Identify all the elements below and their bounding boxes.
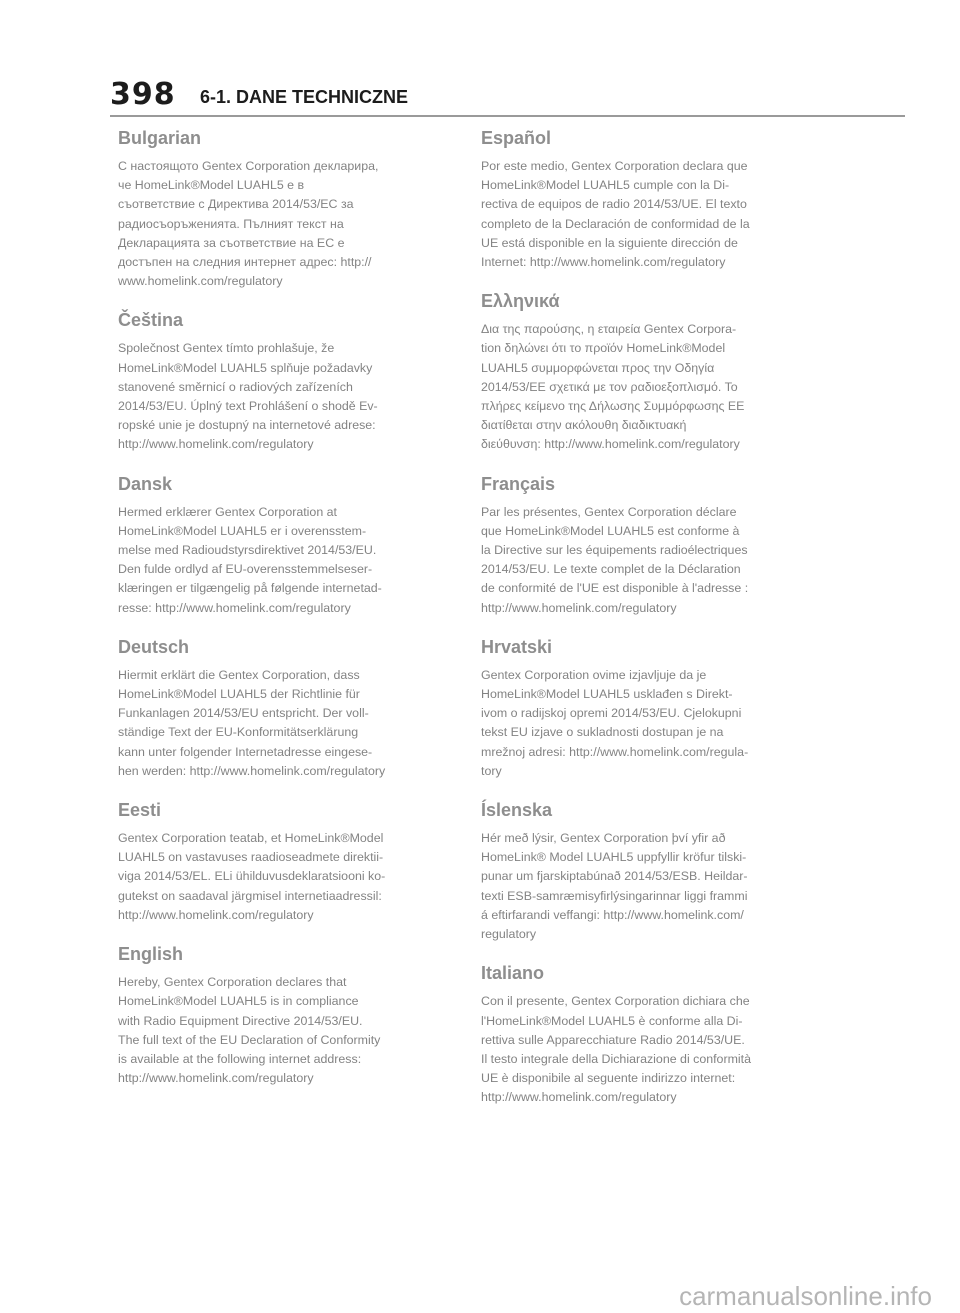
language-section [481,799,801,944]
body-line: πλήρες κείμενο της Δήλωσης Συμμόρφωσης ΕΕ [481,399,745,414]
body-line: HomeLink®Model LUAHL5 is in compliance [118,994,359,1009]
section-body [118,339,438,454]
body-line: UE está disponible en la siguiente dirección de [481,235,738,250]
body-line: punar um fjarskiptabúnað 2014/53/ESB. Heildar- [481,869,748,884]
section-title: Dansk [118,473,173,494]
body-line: resse: http://www.homelink.com/regulatory [118,600,351,615]
body-line: hen werden: http://www.homelink.com/regulatory [118,763,386,778]
right-column [481,127,801,1126]
body-line: ropské unie je dostupný na internetové adrese: [118,418,376,433]
language-section [481,962,801,1107]
body-line: regulatory [481,927,537,942]
section-title: Italiano [481,963,545,984]
body-line: ständige Text der EU-Konformitätserklärung [118,725,359,740]
section-title: Ελληνικά [481,291,560,312]
body-line: Il testo integrale della Dichiarazione di conformità [481,1051,751,1066]
language-section [118,473,438,618]
section-title: Hrvatski [481,636,553,657]
body-line: rectiva de equipos de radio 2014/53/UE. El texto [481,197,747,212]
body-line: че HomeLink®Model LUAHL5 е в [118,178,305,193]
section-title: Español [481,128,552,148]
body-line: HomeLink®Model LUAHL5 usklađen s Direkt- [481,687,733,702]
page-number: 398 [110,77,176,112]
body-line: klæringen er tilgængelig på følgende internetad- [118,581,382,596]
body-line: διεύθυνση: http://www.homelink.com/regulatory [481,437,740,452]
body-line: Funkanlagen 2014/53/EU entspricht. Der voll- [118,706,369,721]
body-line: достъпен на следния интернет адрес: http:// [118,255,372,270]
body-line: радиосъоръженията. Пълният текст на [118,216,344,231]
body-line: viga 2014/53/EL. ELi ühilduvusdeklaratsiooni ko- [118,869,386,884]
body-line: Den fulde ordlyd af EU-overensstemmelseser- [118,562,373,577]
body-line: kann unter folgender Internetadresse eingese- [118,744,373,759]
section-body [481,320,801,454]
body-line: http://www.homelink.com/regulatory [118,907,314,922]
body-line: texti ESB-samræmisyfirlýsingarinnar liggi frammi [481,888,748,903]
section-body [481,992,801,1107]
body-line: HomeLink®Model LUAHL5 cumple con la Di- [481,178,730,193]
language-section [118,799,438,925]
section-body [118,666,438,781]
body-line: διατίθεται στην ακόλουθη διαδικτυακή [481,418,687,433]
body-line: 2014/53/ΕΕ σχετικά με τον ραδιοεξοπλισμό. Το [481,379,738,394]
section-title: English [118,944,184,965]
body-line: 2014/53/EU. Úplný text Prohlášení o shodě Ev- [118,399,378,414]
body-line: ivom o radijskoj opremi 2014/53/EU. Cjelokupni [481,706,742,721]
section-title: Deutsch [118,636,190,657]
body-line: Por este medio, Gentex Corporation declara que [481,159,748,173]
body-line: Декларацията за съответствие на ЕС е [118,235,345,250]
body-line: Společnost Gentex tímto prohlašuje, že [118,341,335,356]
language-section [118,636,438,781]
body-line: The full text of the EU Declaration of Conformity [118,1032,381,1047]
body-line: HomeLink®Model LUAHL5 der Richtlinie für [118,687,360,702]
language-section [481,473,801,618]
body-line: http://www.homelink.com/regulatory [118,437,314,452]
body-line: melse med Radioudstyrsdirektivet 2014/53/EU. [118,543,377,558]
left-column [118,127,438,1106]
language-section [481,636,801,781]
body-line: que HomeLink®Model LUAHL5 est conforme à [481,523,740,538]
body-line: LUAHL5 on vastavuses raadioseadmete direktii- [118,850,384,865]
watermark: carmanualsonline.info [679,1281,932,1311]
section-body [118,503,438,618]
header-rule [110,115,905,117]
section-title: Français [481,473,556,494]
body-line: á eftirfarandi veffangi: http://www.homelink.com/ [481,907,744,922]
body-line: Hiermit erklärt die Gentex Corporation, dass [118,667,360,682]
section-title: Čeština [118,310,184,331]
section-body [118,829,438,925]
body-line: with Radio Equipment Directive 2014/53/EU. [118,1013,363,1028]
body-line: rettiva sulle Apparecchiature Radio 2014/53/UE. [481,1032,745,1047]
body-line: Par les présentes, Gentex Corporation déclare [481,504,737,519]
body-line: la Directive sur les équipements radioélectriques [481,543,748,558]
body-line: is available at the following internet address: [118,1051,362,1066]
language-section [118,309,438,454]
body-line: http://www.homelink.com/regulatory [481,1090,677,1105]
body-line: С настоящото Gentex Corporation декларира, [118,159,379,173]
body-line: stanovené směrnicí o radiových zařízeních [118,379,353,394]
body-line: de conformité de l'UE est disponible à l'adresse : [481,581,749,596]
language-section [481,127,801,272]
section-title: Íslenska [481,800,553,821]
page-header [110,78,905,116]
body-line: tion δηλώνει ότι το προϊόν HomeLink®Model [481,341,726,356]
body-line: 2014/53/EU. Le texte complet de la Déclaration [481,562,741,577]
body-line: HomeLink®Model LUAHL5 er i overensstem- [118,523,367,538]
body-line: Gentex Corporation ovime izjavljuje da je [481,667,707,682]
language-section [118,127,438,291]
section-title: Bulgarian [118,128,202,148]
language-section [118,943,438,1088]
body-line: Δια της παρούσης, η εταιρεία Gentex Corpora- [481,322,737,337]
section-body [481,666,801,781]
section-body [481,829,801,944]
body-line: HomeLink® Model LUAHL5 uppfyllir kröfur tilski- [481,850,747,865]
chapter-title: 6-1. DANE TECHNICZNE [200,87,409,107]
body-line: UE è disponibile al seguente indirizzo internet: [481,1071,736,1086]
body-line: tory [481,763,502,778]
body-line: Con il presente, Gentex Corporation dichiara che [481,994,750,1009]
section-body [118,157,438,291]
body-line: tekst EU izjave o sukladnosti dostupan je na [481,725,724,740]
body-line: съответствие с Директива 2014/53/ЕС за [118,197,354,212]
body-line: www.homelink.com/regulatory [118,274,283,289]
section-title: Eesti [118,800,162,821]
body-line: completo de la Declaración de conformidad de la [481,216,750,231]
body-line: Gentex Corporation teatab, et HomeLink®Model [118,831,384,846]
body-line: mrežnoj adresi: http://www.homelink.com/regula- [481,744,749,759]
body-line: http://www.homelink.com/regulatory [481,600,677,615]
language-section [481,290,801,454]
section-body [481,503,801,618]
body-line: Hér með lýsir, Gentex Corporation því yfir að [481,831,726,846]
body-line: Hermed erklærer Gentex Corporation at [118,504,337,519]
body-line: LUAHL5 συμμορφώνεται προς την Οδηγία [481,360,715,375]
body-line: Hereby, Gentex Corporation declares that [118,975,347,990]
section-body [118,973,438,1088]
body-line: HomeLink®Model LUAHL5 splňuje požadavky [118,360,373,375]
body-line: l'HomeLink®Model LUAHL5 è conforme alla Di- [481,1013,743,1028]
section-body [481,157,801,272]
body-line: Internet: http://www.homelink.com/regulatory [481,255,726,270]
body-line: gutekst on saadaval järgmisel internetiaadressil: [118,888,382,903]
body-line: http://www.homelink.com/regulatory [118,1071,314,1086]
